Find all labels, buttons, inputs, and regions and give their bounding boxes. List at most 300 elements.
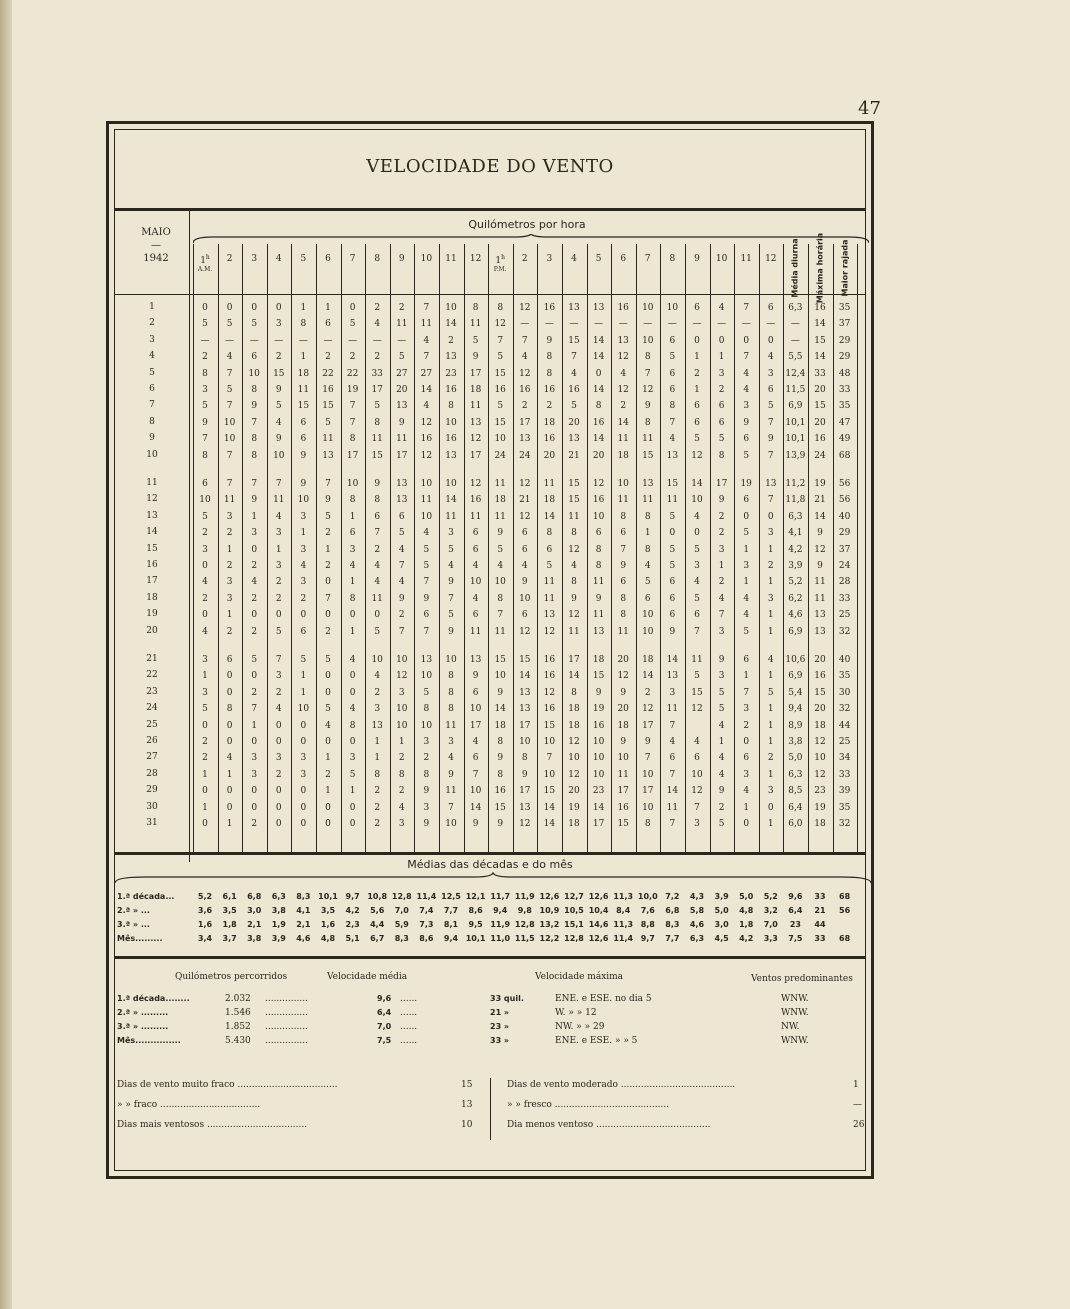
table-cell: 0 bbox=[300, 610, 307, 621]
table-cell: 9 bbox=[595, 687, 602, 698]
table-cell: 4 bbox=[718, 593, 725, 604]
table-cell: 34 bbox=[838, 753, 851, 764]
table-cell: 3 bbox=[251, 753, 258, 764]
table-cell: 8 bbox=[374, 417, 381, 428]
table-cell: 8 bbox=[497, 303, 504, 313]
table-cell: 16 bbox=[543, 655, 556, 665]
table-cell: 17 bbox=[396, 450, 408, 461]
table-cell: 6 bbox=[669, 335, 676, 346]
average-cell: 12,8 bbox=[514, 920, 535, 929]
average-cell: 2,1 bbox=[296, 920, 311, 929]
table-cell: 16 bbox=[617, 303, 629, 313]
summary-km: 1.852 bbox=[225, 1022, 251, 1032]
hour-sup: h bbox=[501, 254, 505, 261]
table-cell: 12 bbox=[814, 737, 826, 747]
table-cell: 33 bbox=[838, 385, 851, 395]
table-cell: 4 bbox=[374, 561, 381, 571]
table-cell: 16 bbox=[322, 385, 334, 395]
hour-header: 1$^h$ A.M. bbox=[193, 254, 217, 273]
table-cell: 20 bbox=[814, 385, 826, 395]
table-cell: 6,3 bbox=[788, 303, 803, 313]
stat-header bbox=[783, 238, 807, 298]
table-cell: 5 bbox=[202, 511, 208, 522]
table-cell: 10 bbox=[642, 769, 654, 780]
average-label: Mês......... bbox=[117, 934, 163, 943]
table-cell: 0 bbox=[349, 737, 356, 747]
table-cell: 8 bbox=[349, 593, 356, 604]
table-cell: 8 bbox=[595, 401, 602, 412]
table-cell: 11 bbox=[691, 655, 703, 665]
table-cell: 8 bbox=[497, 769, 504, 780]
table-cell: 9 bbox=[275, 385, 282, 395]
table-cell: 7 bbox=[374, 528, 381, 539]
table-cell: 10 bbox=[642, 802, 654, 813]
table-cell: 0 bbox=[325, 671, 331, 682]
table-cell: 2 bbox=[226, 626, 233, 637]
average-cell: 14,6 bbox=[588, 920, 609, 929]
table-cell: 14 bbox=[592, 434, 605, 445]
table-cell: 6,3 bbox=[788, 511, 803, 522]
summary-media: 7,5 bbox=[377, 1036, 392, 1045]
table-cell: 9 bbox=[423, 819, 430, 829]
table-cell: 9 bbox=[300, 479, 307, 489]
table-cell: 7 bbox=[669, 769, 676, 780]
table-cell: 10 bbox=[642, 335, 654, 346]
table-cell: 12 bbox=[642, 385, 654, 395]
average-cell: 7,2 bbox=[665, 892, 680, 901]
table-cell: 12 bbox=[814, 544, 826, 555]
table-cell: 15 bbox=[814, 335, 826, 346]
average-cell: 4,4 bbox=[370, 920, 385, 929]
table-cell: 5 bbox=[374, 401, 381, 412]
table-cell: 19 bbox=[592, 704, 605, 715]
average-cell: 6,7 bbox=[370, 934, 385, 943]
table-cell: 3 bbox=[669, 687, 676, 698]
table-cell: 33 bbox=[814, 368, 826, 379]
table-cell: 10 bbox=[445, 303, 457, 313]
table-cell: 20 bbox=[543, 450, 556, 461]
table-cell: 3 bbox=[448, 737, 454, 747]
table-cell: 15 bbox=[494, 655, 506, 665]
table-cell: 9 bbox=[644, 401, 651, 412]
table-cell: 47 bbox=[838, 417, 851, 428]
table-cell: 3 bbox=[767, 593, 774, 604]
table-cell: 2 bbox=[251, 626, 258, 637]
table-cell: 8 bbox=[497, 593, 504, 604]
table-cell: 17 bbox=[642, 720, 654, 731]
table-cell: 6 bbox=[472, 753, 479, 764]
table-cell: 11 bbox=[642, 495, 654, 506]
table-cell: 16 bbox=[494, 786, 506, 797]
hour-header: 6 bbox=[620, 254, 627, 264]
table-cell: 10 bbox=[494, 671, 506, 682]
table-cell: 2 bbox=[743, 720, 750, 731]
table-cell: 8 bbox=[448, 704, 454, 715]
average-cell: 3,5 bbox=[222, 906, 237, 915]
table-cell: 0 bbox=[767, 511, 774, 522]
table-cell: 9 bbox=[202, 417, 208, 428]
average-cell: 3,0 bbox=[714, 920, 729, 929]
table-cell: 4 bbox=[767, 655, 774, 665]
table-cell: 8 bbox=[546, 528, 553, 539]
table-cell: 29 bbox=[838, 335, 851, 346]
table-cell: 5 bbox=[694, 593, 700, 604]
table-cell: 2 bbox=[374, 819, 381, 829]
table-cell: 18 bbox=[494, 720, 506, 731]
table-cell: 8 bbox=[644, 511, 651, 522]
average-cell: 44 bbox=[814, 920, 826, 929]
table-cell: 0 bbox=[595, 368, 602, 379]
table-cell: 9 bbox=[497, 687, 504, 698]
table-cell: 2 bbox=[767, 753, 774, 764]
table-cell: 5 bbox=[325, 511, 331, 522]
table-cell: 0 bbox=[374, 610, 381, 621]
table-cell: 9 bbox=[546, 335, 553, 346]
table-cell: 3 bbox=[718, 544, 725, 555]
table-cell: 9 bbox=[472, 352, 479, 363]
table-cell: 5 bbox=[202, 401, 208, 412]
table-cell: 5 bbox=[423, 544, 430, 555]
table-cell: 21 bbox=[814, 495, 826, 506]
summary-label: Mês............... bbox=[117, 1036, 181, 1045]
table-cell: 40 bbox=[838, 655, 851, 665]
table-cell: — bbox=[741, 319, 751, 330]
table-cell: 10 bbox=[543, 737, 556, 747]
average-cell: 8,4 bbox=[616, 906, 631, 915]
table-cell: 0 bbox=[743, 819, 750, 829]
table-cell: 6 bbox=[743, 495, 750, 506]
table-cell: 8 bbox=[571, 577, 577, 588]
table-cell: 5 bbox=[694, 434, 700, 445]
table-cell: 15 bbox=[666, 479, 679, 489]
table-cell: 9 bbox=[718, 495, 725, 506]
table-cell: 35 bbox=[838, 671, 851, 682]
table-cell: 10 bbox=[223, 417, 236, 428]
table-cell: 23 bbox=[592, 786, 605, 797]
table-cell: 7 bbox=[226, 479, 233, 489]
table-cell: 10 bbox=[396, 704, 408, 715]
average-cell: 4,2 bbox=[739, 934, 754, 943]
table-cell: 0 bbox=[349, 802, 356, 813]
table-cell: 11,2 bbox=[785, 479, 806, 489]
table-cell: 3 bbox=[275, 753, 282, 764]
table-cell: 4,1 bbox=[788, 528, 803, 539]
table-cell: 12 bbox=[519, 303, 531, 313]
summary-direction: ENE. e ESE. no dia 5 bbox=[555, 994, 652, 1004]
table-cell: 0 bbox=[767, 335, 774, 346]
table-cell: 9 bbox=[521, 577, 528, 588]
table-cell: 11 bbox=[617, 434, 629, 445]
table-cell: 13 bbox=[396, 479, 408, 489]
average-cell: 8,3 bbox=[394, 934, 409, 943]
table-cell: 5 bbox=[325, 655, 331, 665]
average-cell: 21 bbox=[814, 906, 826, 915]
table-cell: — bbox=[618, 319, 628, 330]
table-cell: 14 bbox=[543, 819, 556, 829]
table-cell: 0 bbox=[251, 802, 258, 813]
table-cell: 14 bbox=[814, 352, 826, 363]
table-cell: 1 bbox=[226, 610, 233, 621]
average-cell: 6,8 bbox=[247, 892, 262, 901]
table-cell: 3 bbox=[398, 819, 405, 829]
footer-right-label: » » fresco ........................................ bbox=[507, 1100, 670, 1110]
table-cell: 6 bbox=[620, 577, 627, 588]
table-cell: 2 bbox=[620, 401, 627, 412]
average-cell: 11,3 bbox=[613, 920, 634, 929]
table-cell: — bbox=[298, 335, 308, 346]
table-cell: 17 bbox=[715, 479, 728, 489]
table-cell: 48 bbox=[838, 368, 851, 379]
table-cell: 6 bbox=[300, 434, 307, 445]
table-cell: 17 bbox=[642, 786, 654, 797]
average-cell: 7,0 bbox=[394, 906, 409, 915]
day-label: 31 bbox=[146, 818, 158, 828]
table-cell: 9 bbox=[423, 593, 430, 604]
table-cell: 13 bbox=[371, 720, 383, 731]
table-cell: 5 bbox=[251, 655, 258, 665]
table-cell: 2 bbox=[275, 352, 282, 363]
average-cell: 4,3 bbox=[689, 892, 705, 901]
table-cell: 8 bbox=[620, 610, 627, 621]
table-cell: 5 bbox=[226, 319, 233, 330]
table-cell: 7 bbox=[251, 704, 258, 715]
table-cell: 8 bbox=[349, 434, 356, 445]
table-cell: 0 bbox=[251, 303, 258, 313]
table-cell: 11 bbox=[543, 479, 556, 489]
table-cell: 1 bbox=[644, 528, 651, 539]
table-cell: 3 bbox=[694, 819, 700, 829]
table-cell: 8 bbox=[571, 687, 577, 698]
table-cell: 3 bbox=[743, 561, 750, 571]
summary-media: 9,6 bbox=[377, 994, 392, 1003]
day-label: 27 bbox=[146, 752, 158, 763]
table-cell: 0 bbox=[226, 303, 233, 313]
average-cell: 1,8 bbox=[739, 920, 754, 929]
table-cell: 4,2 bbox=[788, 544, 803, 555]
table-cell: 8 bbox=[448, 687, 454, 698]
table-cell: 4 bbox=[743, 610, 750, 621]
table-cell: 3 bbox=[202, 687, 208, 698]
table-cell: 18 bbox=[617, 720, 629, 731]
table-cell: 0 bbox=[251, 786, 258, 797]
table-cell: 0 bbox=[743, 335, 750, 346]
table-cell: 6,0 bbox=[788, 819, 803, 829]
table-cell: 11 bbox=[469, 401, 482, 412]
table-cell: 10 bbox=[494, 434, 506, 445]
table-cell: 24 bbox=[838, 561, 851, 571]
table-cell: 9 bbox=[743, 417, 750, 428]
average-cell: 7,6 bbox=[640, 906, 655, 915]
table-cell: 4 bbox=[521, 561, 528, 571]
table-cell: 11 bbox=[420, 495, 433, 506]
table-cell: 1 bbox=[374, 753, 381, 764]
table-cell: 2 bbox=[202, 528, 208, 539]
average-cell: 5,9 bbox=[394, 920, 409, 929]
table-cell: 5 bbox=[497, 544, 504, 555]
table-cell: 13 bbox=[469, 655, 482, 665]
hour-header: 4 bbox=[275, 254, 282, 264]
table-cell: 15 bbox=[273, 368, 285, 379]
table-cell: 16 bbox=[543, 303, 556, 313]
table-cell: 5 bbox=[718, 819, 725, 829]
summary-km: 2.032 bbox=[225, 994, 251, 1004]
table-cell: 8 bbox=[669, 401, 676, 412]
average-cell: 33 bbox=[814, 892, 826, 901]
table-cell: 1 bbox=[349, 626, 356, 637]
table-cell: 20 bbox=[568, 786, 580, 797]
day-label: 12 bbox=[146, 494, 158, 505]
table-cell: 37 bbox=[838, 319, 851, 330]
table-cell: 11 bbox=[814, 577, 826, 588]
table-cell: 5 bbox=[275, 626, 282, 637]
average-cell: 5,1 bbox=[345, 934, 360, 943]
table-cell: 2 bbox=[718, 802, 725, 813]
table-cell: 7 bbox=[226, 450, 233, 461]
table-cell: 5,5 bbox=[788, 352, 803, 363]
table-cell: 17 bbox=[592, 819, 605, 829]
table-cell: 6 bbox=[644, 593, 651, 604]
table-cell: 3 bbox=[349, 544, 356, 555]
table-cell: 0 bbox=[669, 528, 676, 539]
day-label: 5 bbox=[149, 367, 155, 378]
table-cell: 8 bbox=[620, 593, 627, 604]
table-cell: 16 bbox=[617, 802, 629, 813]
table-cell: 2 bbox=[251, 819, 258, 829]
average-cell: 2,1 bbox=[247, 920, 262, 929]
table-cell: 17 bbox=[469, 720, 482, 731]
table-cell: 9 bbox=[644, 737, 651, 747]
table-cell: 4 bbox=[226, 352, 233, 363]
table-cell: 3 bbox=[202, 655, 208, 665]
table-cell: — bbox=[790, 335, 800, 346]
table-cell: 8 bbox=[398, 769, 405, 780]
table-cell: 3 bbox=[767, 528, 774, 539]
table-cell: 8 bbox=[595, 561, 602, 571]
table-cell: 1 bbox=[718, 561, 725, 571]
table-cell: 12 bbox=[691, 450, 703, 461]
average-cell: 3,6 bbox=[197, 906, 213, 915]
table-cell: 13 bbox=[519, 434, 531, 445]
table-cell: 5 bbox=[694, 544, 700, 555]
average-cell: 15,1 bbox=[564, 920, 584, 929]
table-cell: 15 bbox=[494, 368, 506, 379]
table-inner bbox=[114, 129, 866, 1171]
table-cell: 0 bbox=[300, 720, 307, 731]
table-cell: 12 bbox=[543, 687, 556, 698]
stat-header-label: Média diurna bbox=[790, 238, 800, 298]
table-cell: 2 bbox=[718, 385, 725, 395]
table-cell: 17 bbox=[617, 786, 629, 797]
table-cell: 10 bbox=[469, 704, 482, 715]
average-cell: 10,0 bbox=[637, 892, 658, 901]
table-cell: 29 bbox=[838, 352, 851, 363]
table-cell: 7 bbox=[275, 479, 282, 489]
table-cell: 6 bbox=[202, 479, 208, 489]
table-cell: 18 bbox=[568, 720, 580, 731]
summary-header-vel-max: Velocidade máxima bbox=[535, 972, 624, 982]
table-cell: 35 bbox=[838, 303, 851, 313]
table-cell: 0 bbox=[300, 802, 307, 813]
average-cell: 3,3 bbox=[763, 934, 778, 943]
hour-header: 12 bbox=[469, 254, 482, 264]
table-cell: 17 bbox=[469, 450, 482, 461]
table-cell: 5 bbox=[743, 450, 750, 461]
table-cell: 9 bbox=[718, 655, 725, 665]
table-cell: 2 bbox=[398, 303, 405, 313]
table-cell: — bbox=[397, 335, 407, 346]
table-cell: 9 bbox=[398, 417, 405, 428]
table-cell: 5 bbox=[743, 528, 750, 539]
table-cell: 10 bbox=[642, 626, 654, 637]
table-cell: 0 bbox=[300, 819, 307, 829]
table-cell: 18 bbox=[543, 417, 556, 428]
table-cell: 6 bbox=[718, 417, 725, 428]
table-cell: — bbox=[544, 319, 554, 330]
day-label: 7 bbox=[149, 400, 155, 411]
table-cell: 7 bbox=[546, 753, 553, 764]
table-cell: 7 bbox=[325, 593, 331, 604]
table-cell: 7 bbox=[571, 352, 577, 363]
table-cell: 16 bbox=[543, 385, 556, 395]
table-cell: 7 bbox=[202, 434, 208, 445]
table-cell: 5 bbox=[202, 319, 208, 330]
table-cell: 3,8 bbox=[788, 737, 803, 747]
table-cell: 4 bbox=[718, 753, 725, 764]
footer-left-label: » » fraco ................................... bbox=[117, 1100, 261, 1110]
table-cell: 11 bbox=[543, 593, 556, 604]
table-cell: 4 bbox=[743, 385, 750, 395]
table-cell: 11 bbox=[666, 495, 679, 506]
table-cell: 1 bbox=[767, 544, 774, 555]
hour-header: 9 bbox=[398, 254, 405, 264]
stat-header bbox=[808, 232, 832, 304]
table-cell: 4 bbox=[718, 720, 725, 731]
table-cell: 11 bbox=[420, 319, 433, 330]
table-cell: 4 bbox=[743, 593, 750, 604]
table-cell: 3 bbox=[349, 753, 356, 764]
average-cell: 12,6 bbox=[588, 892, 609, 901]
table-cell: 0 bbox=[251, 544, 258, 555]
table-cell: 12 bbox=[568, 737, 580, 747]
table-cell: 12 bbox=[617, 352, 629, 363]
table-cell: 11 bbox=[494, 479, 506, 489]
table-cell: 11 bbox=[445, 511, 457, 522]
day-label: 28 bbox=[146, 768, 158, 779]
table-cell: 0 bbox=[349, 610, 356, 621]
average-cell: 8,8 bbox=[640, 920, 655, 929]
table-cell: 8 bbox=[349, 495, 356, 506]
table-cell: 2 bbox=[202, 737, 208, 747]
table-cell: 24 bbox=[519, 450, 531, 461]
table-cell: 4 bbox=[497, 561, 504, 571]
table-cell: 16 bbox=[568, 385, 580, 395]
table-cell: 0 bbox=[325, 610, 331, 621]
table-cell: 8,9 bbox=[788, 720, 803, 731]
average-cell: 4,6 bbox=[296, 934, 311, 943]
table-cell: 10 bbox=[469, 577, 482, 588]
table-cell: 9 bbox=[423, 786, 430, 797]
table-cell: 14 bbox=[445, 495, 457, 506]
table-cell: 14 bbox=[469, 802, 482, 813]
table-cell: 13 bbox=[617, 335, 629, 346]
table-cell: 11 bbox=[223, 495, 236, 506]
table-cell: 15 bbox=[568, 335, 580, 346]
table-cell: 6,4 bbox=[788, 802, 803, 813]
table-cell: 3 bbox=[251, 769, 258, 780]
stat-header bbox=[833, 239, 857, 297]
table-cell: 1 bbox=[767, 704, 774, 715]
table-cell: 8 bbox=[423, 704, 430, 715]
